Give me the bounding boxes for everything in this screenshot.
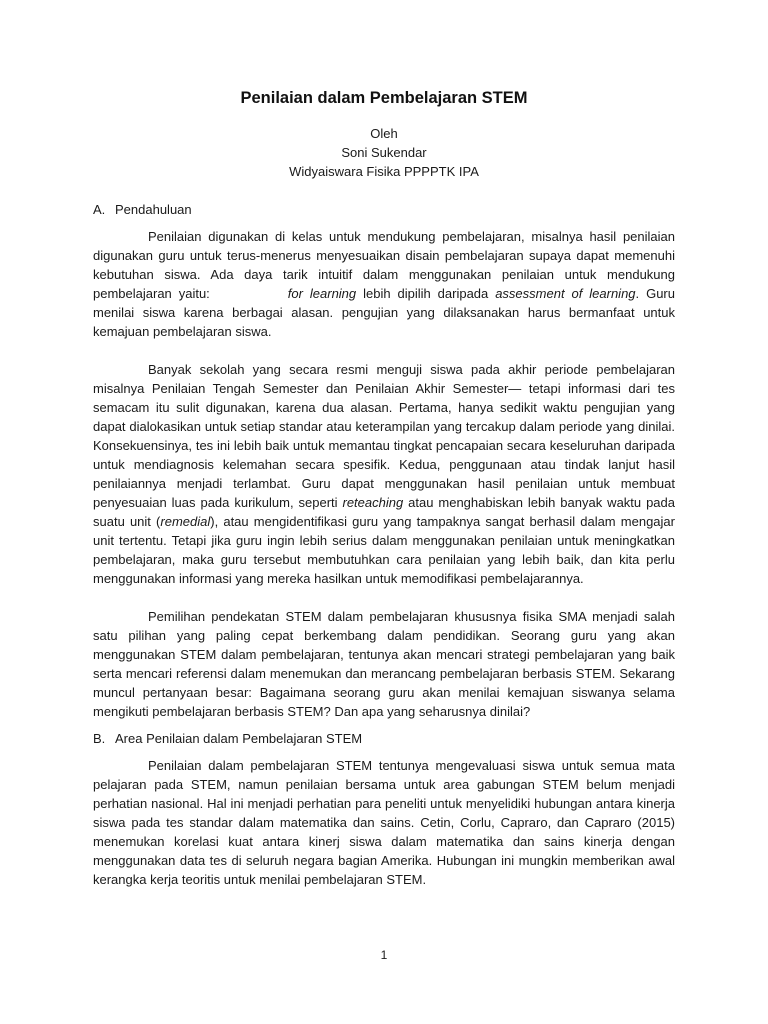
document-page [93,88,675,889]
section-title: Area Penilaian dalam Pembelajaran STEM [115,731,363,746]
page-number: 1 [380,948,388,962]
paragraph: Pemilihan pendekatan STEM dalam pembelajaran khususnya fisika SMA menjadi salah satu pilihan yang paling cepat berkembang dalam pendidikan. Seorang guru yang akan menggunakan STEM dalam pembelajaran, tentunya akan mencari strategi pembelajaran yang baik serta mencari referensi dalam menemukan dan merancang pembelajaran berbasis STEM. Sekarang muncul pertanyaan besar: Bagaimana seorang guru akan menilai kemajuan siswanya selama mengikuti pembelajaran berbasis STEM? Dan apa yang seharusnya dinilai? [93,609,675,719]
section-heading-a [93,200,675,219]
byline-author: Soni Sukendar [341,145,427,160]
italic-term: reteaching [342,495,404,510]
section-heading-b [93,729,675,748]
italic-term: remedial [160,514,211,529]
paragraph: Penilaian digunakan di kelas untuk mendukung pembelajaran, misalnya hasil penilaian digunakan guru untuk terus-menerus menyesuaikan disain pembelajaran supaya dapat memenuhi kebutuhan siswa. Ada daya tarik intuitif dalam menggunakan penilaian untuk mendukung pembelajaran yaitu: for learning lebih dipilih daripada assessment of learning. Guru menilai siswa karena berbagai alasan. pengujian yang dilaksanakan harus bermanfaat untuk kemajuan pembelajaran siswa. [93,229,675,339]
document-title: Penilaian dalam Pembelajaran STEM [240,89,528,107]
italic-term: for learning [287,286,357,301]
italic-term: assessment of learning [495,286,636,301]
paragraph: Penilaian dalam pembelajaran STEM tentunya mengevaluasi siswa untuk semua mata pelajaran pada STEM, namun penilaian bersama untuk area gabungan STEM belum menjadi perhatian nasional. Hal ini menjadi perhatian para peneliti untuk menyelidiki hubungan antara kinerja siswa pada tes standar dalam matematika dan sains. Cetin, Corlu, Capraro, dan Capraro (2015) menemukan korelasi kuat antara kinerj siswa dalam matematika dan sains kinerja dengan menggunakan data tes di seluruh negara bagian Amerika. Hubungan ini mungkin memberikan awal kerangka kerja teoritis untuk menilai pembelajaran STEM. [93,758,675,887]
paragraph: Banyak sekolah yang secara resmi menguji siswa pada akhir periode pembelajaran misalnya Penilaian Tengah Semester dan Penilaian Akhir Semester— tetapi informasi dari tes semacam itu sulit digunakan, karena dua alasan. Pertama, hanya sedikit waktu pengujian yang dapat dialokasikan untuk setiap standar atau keterampilan yang tercakup dalam periode yang dinilai. Konsekuensinya, tes ini lebih baik untuk memantau tingkat pencapaian secara keseluruhan daripada untuk mendiagnosis kelemahan secara spesifik. Kedua, penggunaan atau tindak lanjut hasil penilaiannya menjadi terlambat. Guru dapat menggunakan hasil penilaian untuk membuat penyesuaian luas pada kurikulum, seperti reteaching atau menghabiskan lebih banyak waktu pada suatu unit (remedial), atau mengidentifikasi guru yang tampaknya sangat berhasil dalam mengajar unit tertentu. Tetapi jika guru ingin lebih serius dalam menggunakan penilaian untuk meningkatkan pembelajaran, maka guru tersebut membutuhkan cara penilaian yang lebih baik, dan kita perlu menggunakan informasi yang mereka hasilkan untuk memodifikasi pembelajarannya. [93,362,676,586]
section-title: Pendahuluan [115,202,192,217]
byline-oleh: Oleh [370,126,398,141]
byline-affiliation: Widyaiswara Fisika PPPPTK IPA [289,164,479,179]
section-number: B. [93,731,106,746]
section-number: A. [93,202,106,217]
